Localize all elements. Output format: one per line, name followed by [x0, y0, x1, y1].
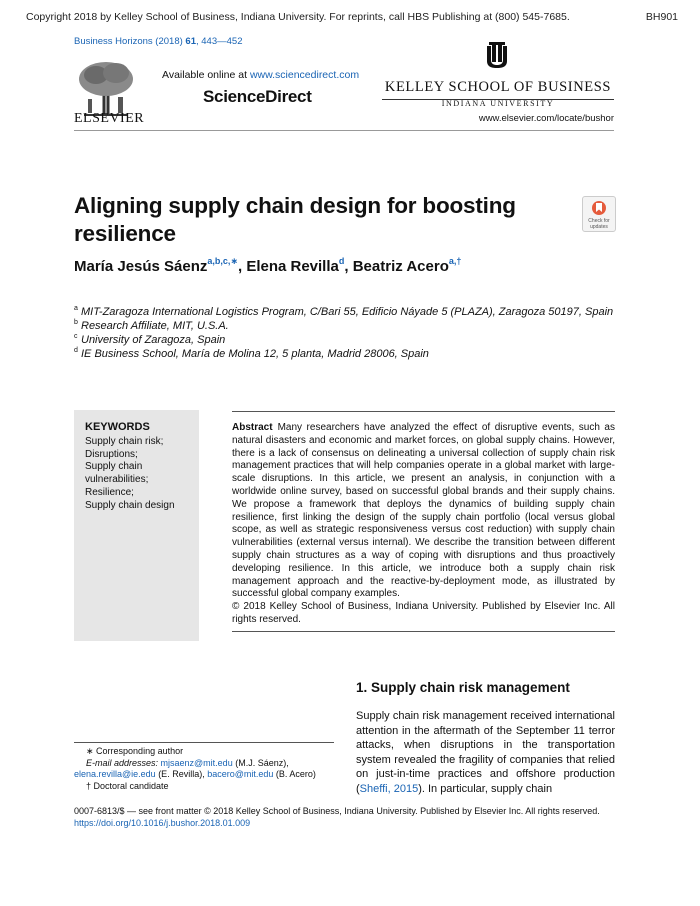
author-list: María Jesús Sáenz$^{a,b,c,∗}$, Elena Revilla$^d$, Beatriz Acero$^{a,\dagger}$ [74, 256, 462, 275]
doi-link[interactable]: https://doi.org/10.1016/j.bushor.2018.01.009 [74, 817, 251, 828]
author-name: María Jesús Sáenz [74, 258, 208, 275]
footnote-rule [74, 742, 334, 743]
email-footnote: E-mail addresses: mjsaenz@mit.edu (M.J. Sáenz), [86, 757, 289, 768]
abstract-top-rule [232, 411, 615, 412]
abstract-text: Many researchers have analyzed the effect of disruptive events, such as natural disasters and economic and market forces, on global supply chains. However, there is a lack of consensus on delineating a universal collection of supply chain risk management practices that will help companies operate in a global market with large-scale disruptions. In this article, we present an analysis, in conjunction with a worldwide online survey, based on successful global brands and their supply chains. We propose a framework that deploys the dynamics of building supply chain resilience, first linking the design of the supply chain portfolio (local versus global scope, as well as strategic responsiveness versus cost reduction) with supply chain vulnerabilities (external versus internal). We describe the transition between different supply chain structures as a way of coping with disruptions and thus proactively developing resilience. In this article, we introduce both a supply chain risk management approach and the reactive-by-deployment mode, as illustrated by successful global company examples. [232, 422, 615, 600]
article-title: Aligning supply chain design for boosting resilience [74, 193, 516, 246]
abstract-bottom-rule [232, 631, 615, 632]
section-heading: 1. Supply chain risk management [356, 680, 570, 695]
corresponding-marker[interactable]: ∗ [230, 256, 238, 266]
doctoral-marker[interactable]: † [456, 256, 462, 266]
available-online: Available online at www.sciencedirect.com [162, 69, 360, 81]
keyword-item: Supply chain vulnerabilities; [85, 461, 149, 486]
affiliation-b: b Research Affiliate, MIT, U.S.A. [74, 319, 229, 332]
email-link[interactable]: bacero@mit.edu [207, 769, 274, 779]
section-body: Supply chain risk management received international attention in the aftermath of the September 11 terror attacks, when disruptions in the transportation system revealed the fragility of companies that relied on just-in-time practices and offshore production (Sheffi, 2015). In particular, supply chain [356, 710, 615, 795]
kelley-school-name: KELLEY SCHOOL OF BUSINESS [382, 79, 614, 100]
doctoral-footnote: † Doctoral candidate [86, 780, 169, 791]
issn-line: 0007-6813/$ — see front matter © 2018 Kelley School of Business, Indiana University. Published by Elsevier Inc. All rights reserved. [74, 806, 600, 816]
footnotes [74, 746, 334, 792]
keywords-box [74, 410, 199, 641]
reprint-copyright: Copyright 2018 by Kelley School of Business, Indiana University. For reprints, call HBS Publishing at (800) 545-7685. [26, 11, 570, 23]
bookmark-icon [583, 197, 615, 219]
indiana-university: INDIANA UNIVERSITY [441, 99, 555, 108]
keyword-item: Supply chain risk; [85, 436, 164, 447]
journal-citation[interactable]: Business Horizons (2018) 61, 443—452 [74, 36, 243, 47]
author-name: Beatriz Acero [352, 258, 449, 275]
page-footer [74, 806, 619, 829]
abstract-copyright: © 2018 Kelley School of Business, Indiana University. Published by Elsevier Inc. All rights reserved. [232, 601, 615, 625]
affiliation-a: a MIT-Zaragoza International Logistics Program, C/Bari 55, Edificio Náyade 5 (PLAZA), Zaragoza 50197, Spain [74, 305, 614, 318]
abstract-label: Abstract [232, 422, 273, 433]
citation-link[interactable]: Sheffi, 2015 [359, 782, 419, 795]
keyword-item: Disruptions; [85, 448, 138, 460]
affiliation-d: d IE Business School, María de Molina 12, 5 planta, Madrid 28006, Spain [74, 347, 429, 360]
article-code: BH901 [645, 11, 678, 23]
email-link[interactable]: mjsaenz@mit.edu [160, 757, 233, 768]
elsevier-wordmark: ELSEVIER [74, 111, 145, 126]
check-for-updates-badge[interactable] [582, 196, 616, 232]
sciencedirect-link[interactable]: www.sciencedirect.com [249, 69, 360, 81]
email-footnote-cont: elena.revilla@ie.edu (E. Revilla), bacero@mit.edu (B. Acero) [74, 769, 316, 779]
affiliation-c: c University of Zaragoza, Spain [74, 333, 226, 346]
author-name: Elena Revilla [246, 258, 339, 275]
badge-label: Check for updates [588, 218, 610, 230]
keywords-list [85, 436, 193, 512]
header-divider [74, 130, 614, 131]
corresponding-footnote: ∗ Corresponding author [86, 746, 184, 756]
keyword-item: Resilience; [85, 486, 134, 498]
abstract [232, 422, 615, 627]
email-link[interactable]: elena.revilla@ie.edu [74, 769, 156, 779]
journal-homepage-link[interactable]: www.elsevier.com/locate/bushor [478, 113, 614, 124]
affiliations [74, 305, 619, 361]
iu-trident-logo [486, 40, 508, 70]
keywords-heading: KEYWORDS [85, 421, 150, 433]
keyword-item: Supply chain design [85, 499, 175, 511]
sciencedirect-wordmark: ScienceDirect [203, 87, 312, 106]
